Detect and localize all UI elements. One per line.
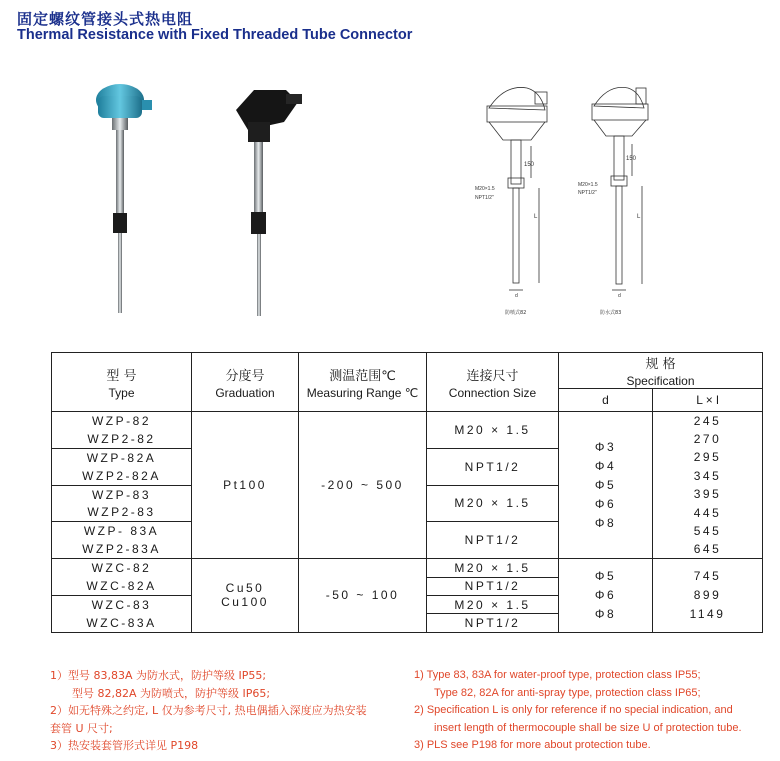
type-cell: WZC-83 [52, 595, 192, 613]
technical-drawing-82 [475, 78, 565, 318]
length-cell: 245 [653, 412, 763, 430]
type-cell: WZP2-82 [52, 430, 192, 448]
d-values-pt [559, 412, 653, 559]
conn-cell: M20 × 1.5 [427, 412, 559, 449]
d-value: Φ5 [594, 568, 617, 583]
conn-cell: M20 × 1.5 [427, 595, 559, 613]
thread-label-b-1: M20×1.5 [578, 182, 598, 188]
d-value: Φ3 [594, 439, 617, 454]
header-d: d [559, 389, 653, 412]
header-graduation [192, 353, 299, 412]
title-english: Thermal Resistance with Fixed Threaded Tube Connector [17, 27, 413, 43]
d-value: Φ5 [594, 477, 617, 492]
type-cell: WZC-83A [52, 614, 192, 632]
thread-label-b-2: NPT1/2" [578, 190, 597, 196]
conn-cell: M20 × 1.5 [427, 485, 559, 522]
header-connection [427, 353, 559, 412]
graduation-cu-1: Cu50 [225, 581, 265, 596]
notes-chinese [50, 667, 390, 755]
length-value: 899 [693, 587, 722, 602]
dim-L-label-a: L [534, 214, 538, 220]
note-en-2b: insert length of thermocouple shall be size U of protection tube. [434, 721, 742, 734]
length-cell: 295 [653, 448, 763, 466]
type-cell: WZP2-83A [52, 540, 192, 558]
header-range [299, 353, 427, 412]
length-value: 745 [693, 568, 722, 583]
type-cell: WZP- 83A [52, 522, 192, 540]
type-cell: WZP-82 [52, 412, 192, 430]
d-value: Φ4 [594, 458, 617, 473]
note-cn-3: 3）热安装套管形式详见 P198 [50, 739, 199, 752]
conn-cell: M20 × 1.5 [427, 559, 559, 577]
conn-cell: NPT1/2 [427, 448, 559, 485]
dim-150-label-a: 150 [524, 162, 535, 168]
note-en-2: 2) Specification L is only for reference if no special indication, and [414, 704, 733, 716]
length-cell: 395 [653, 485, 763, 503]
note-en-1b: Type 82, 82A for anti-spray type, protection class IP65; [434, 686, 701, 699]
type-cell: WZP2-83 [52, 503, 192, 521]
d-value: Φ8 [594, 515, 617, 530]
d-value: Φ6 [594, 496, 617, 511]
notes-english [414, 667, 774, 755]
header-connection-cn: 连接尺寸 [466, 368, 519, 384]
thread-label-a-2: NPT1/2" [475, 195, 494, 201]
range-pt: -200 ~ 500 [299, 412, 427, 559]
length-value: 1149 [689, 606, 726, 621]
header-graduation-cn: 分度号 [225, 368, 265, 384]
dim-d-label-a: d [515, 293, 518, 299]
note-cn-2b: 套管 U 尺寸; [50, 721, 113, 735]
header-lxl: L × l [653, 389, 763, 412]
header-graduation-en: Graduation [215, 385, 275, 400]
header-specification [559, 353, 763, 389]
note-cn-1: 1）型号 83,83A 为防水式，防护等级 IP55; [50, 669, 267, 682]
type-cell: WZC-82A [52, 577, 192, 595]
drawing-caption-a: 防喷式82 [505, 310, 527, 316]
graduation-cu-2: Cu100 [221, 595, 269, 610]
type-cell: WZP2-82A [52, 467, 192, 485]
length-cell: 445 [653, 503, 763, 521]
header-spec-en: Specification [626, 374, 695, 388]
length-cell: 270 [653, 430, 763, 448]
type-cell: WZC-82 [52, 559, 192, 577]
header-type [52, 353, 192, 412]
dim-L-label-b: L [637, 214, 641, 220]
title-chinese: 固定螺纹管接头式热电阻 [17, 10, 194, 28]
technical-drawing-83 [578, 78, 668, 318]
d-value: Φ6 [594, 587, 617, 602]
range-cu: -50 ~ 100 [299, 559, 427, 633]
blue-sensor-photo [90, 78, 160, 318]
graduation-pt: Pt100 [192, 412, 299, 559]
drawing-caption-b: 防水式83 [600, 310, 622, 316]
black-sensor-photo [228, 82, 308, 322]
header-spec-cn: 规 格 [645, 357, 676, 372]
type-cell: WZP-82A [52, 448, 192, 466]
header-type-en: Type [108, 385, 135, 400]
header-range-cn: 测温范围℃ [329, 368, 396, 384]
header-type-cn: 型 号 [106, 368, 137, 384]
note-cn-1b: 型号 82,82A 为防喷式，防护等级 IP65; [72, 686, 271, 700]
dim-d-label-b: d [618, 293, 621, 299]
header-connection-en: Connection Size [448, 385, 537, 400]
d-values-cu [559, 559, 653, 633]
thread-label-a-1: M20×1.5 [475, 186, 495, 192]
length-cell: 645 [653, 540, 763, 558]
conn-cell: NPT1/2 [427, 522, 559, 559]
type-cell: WZP-83 [52, 485, 192, 503]
header-range-en: Measuring Range ℃ [306, 385, 419, 400]
note-en-3: 3) PLS see P198 for more about protection tube. [414, 739, 651, 751]
dim-150-label-b: 150 [626, 156, 637, 162]
conn-cell: NPT1/2 [427, 614, 559, 632]
conn-cell: NPT1/2 [427, 577, 559, 595]
note-en-1: 1) Type 83, 83A for water-proof type, protection class IP55; [414, 669, 701, 681]
graduation-cu [192, 559, 299, 633]
specification-table [51, 352, 763, 633]
note-cn-2: 2）如无特殊之约定, L 仅为参考尺寸, 热电偶插入深度应为热安装 [50, 704, 367, 717]
d-value: Φ8 [594, 606, 617, 621]
length-cell: 545 [653, 522, 763, 540]
length-cell: 345 [653, 467, 763, 485]
length-values-cu [653, 559, 763, 633]
